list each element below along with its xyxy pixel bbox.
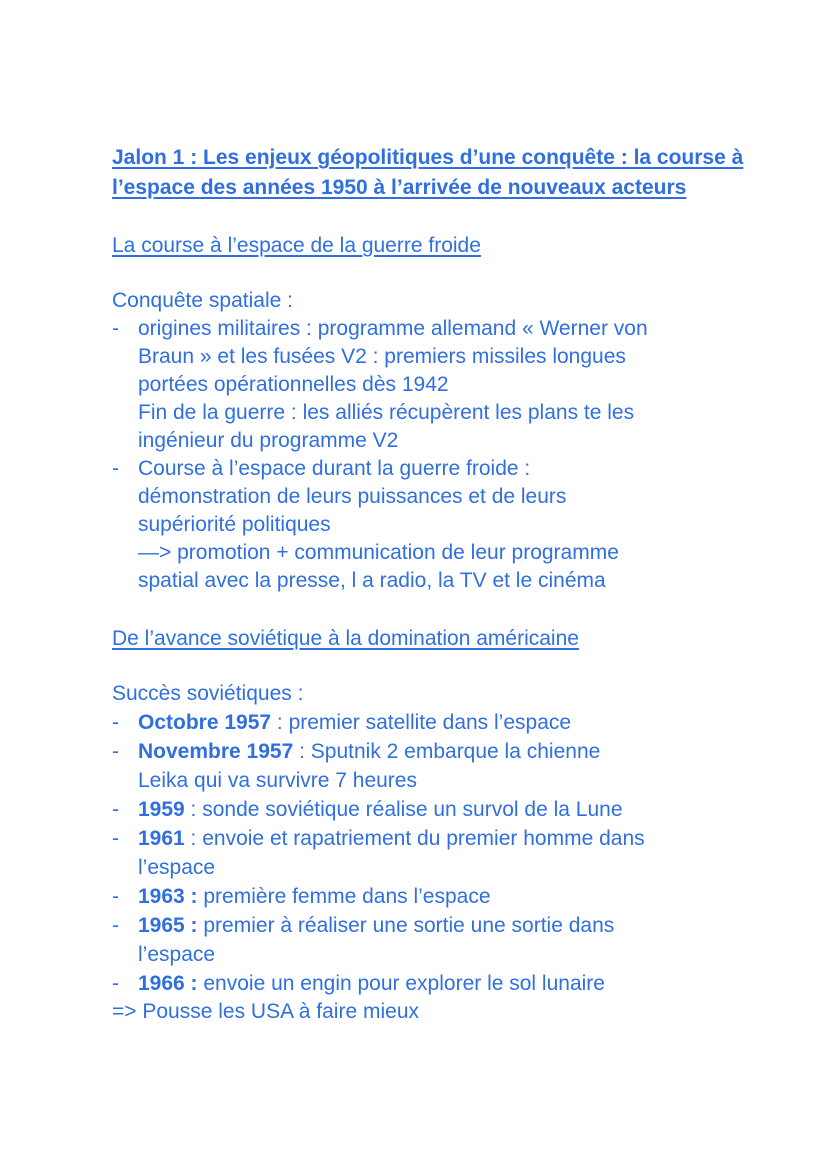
list-item-line: [138, 737, 752, 766]
event-text-continued: l’espace: [138, 856, 216, 879]
document-content: [112, 143, 752, 1026]
event-date: 1961: [138, 827, 185, 850]
event-date: Octobre 1957: [138, 711, 272, 734]
event-date: Novembre 1957: [138, 740, 294, 763]
section-heading-cold-war: La course à l’espace de la guerre froide: [112, 234, 481, 257]
list-item-line: [138, 795, 752, 824]
section-intro-conquete: Conquête spatiale :: [112, 289, 293, 312]
list-item-line: Course à l’espace durant la guerre froide :: [138, 457, 531, 480]
list-item: [112, 795, 752, 824]
soviet-successes-list: [112, 708, 752, 998]
event-text: : envoie et rapatriement du premier homme dans: [184, 827, 645, 850]
dash-bullet-icon: -: [112, 914, 119, 937]
section-heading-soviet-advance: De l’avance soviétique à la domination américaine: [112, 627, 579, 650]
list-item: [112, 969, 752, 998]
jalon-title: Jalon 1 : Les enjeux géopolitiques d’une conquête : la course à l’espace des années 1950 à l’arrivée de nouveaux acteurs: [112, 146, 744, 199]
list-item-line: origines militaires : programme allemand « Werner von: [138, 317, 648, 340]
list-item-line: —> promotion + communication de leur programme: [138, 541, 619, 564]
list-item-line: spatial avec la presse, l a radio, la TV et le cinéma: [138, 569, 606, 592]
dash-bullet-icon: -: [112, 885, 119, 908]
dash-bullet-icon: -: [112, 457, 119, 480]
event-date: 1966 :: [138, 972, 198, 995]
list-item: [112, 315, 752, 455]
list-item-line: démonstration de leurs puissances et de leurs: [138, 485, 567, 508]
list-item: [112, 824, 752, 882]
event-date: 1963 :: [138, 885, 198, 908]
event-text: premier à réaliser une sortie une sortie dans: [197, 914, 615, 937]
list-item: [112, 737, 752, 795]
dash-bullet-icon: -: [112, 972, 119, 995]
list-item-line: ingénieur du programme V2: [138, 429, 399, 452]
list-item-line: portées opérationnelles dès 1942: [138, 373, 449, 396]
event-date: 1965 :: [138, 914, 198, 937]
event-text: : Sputnik 2 embarque la chienne: [293, 740, 601, 763]
dash-bullet-icon: -: [112, 827, 119, 850]
list-item: [112, 882, 752, 911]
event-text: : premier satellite dans l’espace: [271, 711, 572, 734]
list-item-line: Braun » et les fusées V2 : premiers missiles longues: [138, 345, 626, 368]
list-item: [112, 708, 752, 737]
list-item-line: [138, 911, 752, 940]
conclusion-text: => Pousse les USA à faire mieux: [112, 1000, 419, 1023]
event-text: : sonde soviétique réalise un survol de la Lune: [184, 798, 623, 821]
dash-bullet-icon: -: [112, 740, 119, 763]
event-text-continued: l’espace: [138, 943, 216, 966]
list-item-line: [138, 708, 752, 737]
list-item-line: [138, 969, 752, 998]
list-item-line: supériorité politiques: [138, 513, 331, 536]
event-text: première femme dans l’espace: [197, 885, 491, 908]
event-date: 1959: [138, 798, 185, 821]
list-item: [112, 455, 752, 595]
conquete-list: [112, 315, 752, 595]
event-text-continued: Leika qui va survivre 7 heures: [138, 769, 417, 792]
section-intro-succes: Succès soviétiques :: [112, 682, 304, 705]
list-item: [112, 911, 752, 969]
list-item-line: Fin de la guerre : les alliés récupèrent les plans te les: [138, 401, 635, 424]
dash-bullet-icon: -: [112, 711, 119, 734]
event-text: envoie un engin pour explorer le sol lunaire: [197, 972, 605, 995]
list-item-line: [138, 824, 752, 853]
dash-bullet-icon: -: [112, 317, 119, 340]
list-item-line: [138, 882, 752, 911]
dash-bullet-icon: -: [112, 798, 119, 821]
